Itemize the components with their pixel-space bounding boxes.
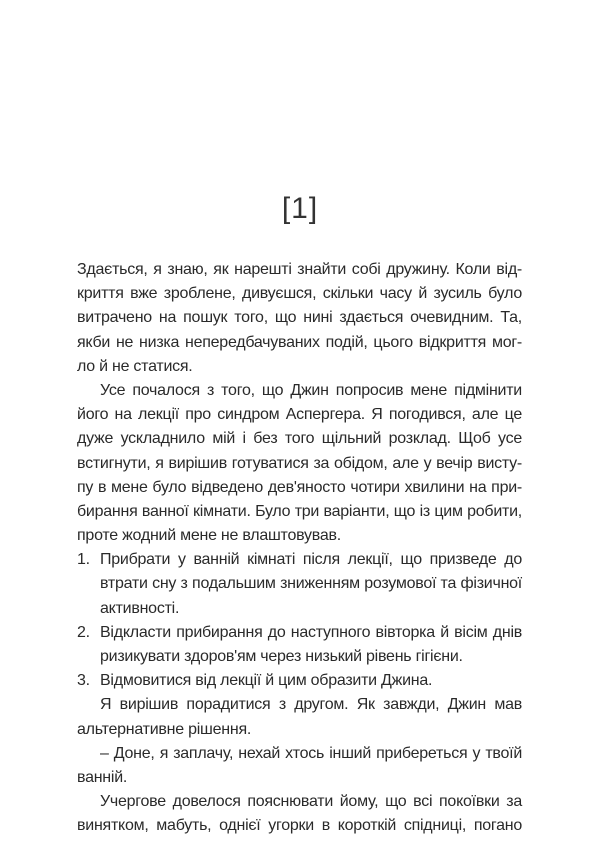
text-line — [77, 718, 522, 742]
line-text: бирання ванної кімнати. Було три варіанти, що із цим робити, — [77, 502, 522, 520]
line-text: якби не низка непередбачуваних подій, цього відкриття мог- — [77, 333, 522, 351]
list-item-line — [77, 621, 522, 645]
line-text: Прибрати у ванній кімнаті після лекції, що призведе до — [100, 551, 522, 569]
body-text — [77, 258, 522, 839]
list-item-line — [77, 548, 522, 572]
list-number: 2. — [77, 623, 90, 641]
line-text: альтернативне рішення. — [77, 720, 252, 738]
text-line — [77, 476, 522, 500]
line-text: Учергове довелося пояснювати йому, що всі покоївки за — [100, 793, 522, 811]
line-text: ванній. — [77, 768, 128, 786]
line-text: пу в мене було відведено дев'яносто чотири хвилини на при- — [77, 478, 522, 496]
chapter-heading: [1] — [281, 192, 319, 225]
line-text: Здається, я знаю, як нарешті знайти собі дружину. Коли від- — [77, 261, 522, 278]
text-line — [77, 355, 522, 379]
line-text: втрати сну з подальшим зниженням розумової та фізичної — [100, 575, 522, 593]
line-text: винятком, мабуть, однієї угорки в короткій спідниці, погано — [77, 817, 522, 835]
text-line — [77, 500, 522, 524]
line-text: ризикувати здоров'ям через низький рівень гігієни. — [100, 648, 463, 665]
line-text: дуже ускладнило мій і без того щільний розклад. Щоб усе — [77, 430, 522, 448]
text-line — [77, 814, 522, 838]
line-text: Я вирішив порадитися з другом. Як завжди, Джин мав — [100, 696, 522, 714]
text-line — [77, 331, 522, 355]
line-text: встигнути, я вирішив готуватися за обідом, але у вечір висту- — [77, 454, 522, 472]
text-line — [77, 742, 522, 766]
list-item-line — [77, 669, 522, 693]
text-line — [77, 452, 522, 476]
text-line — [77, 790, 522, 814]
text-line — [77, 766, 522, 790]
line-text: його на лекції про синдром Аспергера. Я погодився, але це — [77, 406, 522, 424]
text-line — [77, 645, 522, 669]
line-text: – Доне, я заплачу, нехай хтось інший прибереться у твоїй — [100, 744, 522, 762]
line-text: проте жодний мене не влаштовував. — [77, 527, 341, 545]
text-line — [77, 572, 522, 596]
text-line — [77, 282, 522, 306]
line-text: криття вже зроблене, дивуєшся, скільки часу й зусиль було — [77, 285, 522, 303]
text-line — [77, 403, 522, 427]
text-line — [77, 379, 522, 403]
line-text: ло й не статися. — [77, 357, 193, 375]
line-text: Відмовитися від лекції й цим образити Джина. — [100, 672, 433, 690]
text-line — [77, 306, 522, 330]
text-line — [77, 597, 522, 621]
list-number: 1. — [77, 551, 90, 569]
line-text: Усе почалося з того, що Джин попросив мене підмінити — [100, 381, 522, 399]
text-line — [77, 693, 522, 717]
list-number: 3. — [77, 672, 90, 690]
text-line — [77, 258, 522, 282]
text-line — [77, 427, 522, 451]
line-text: активності. — [100, 599, 180, 617]
line-text: витрачено на пошук того, що нині здається очевидним. Та, — [77, 309, 522, 327]
line-text: Відкласти прибирання до наступного вівторка й вісім днів — [100, 623, 522, 641]
text-line — [77, 524, 522, 548]
